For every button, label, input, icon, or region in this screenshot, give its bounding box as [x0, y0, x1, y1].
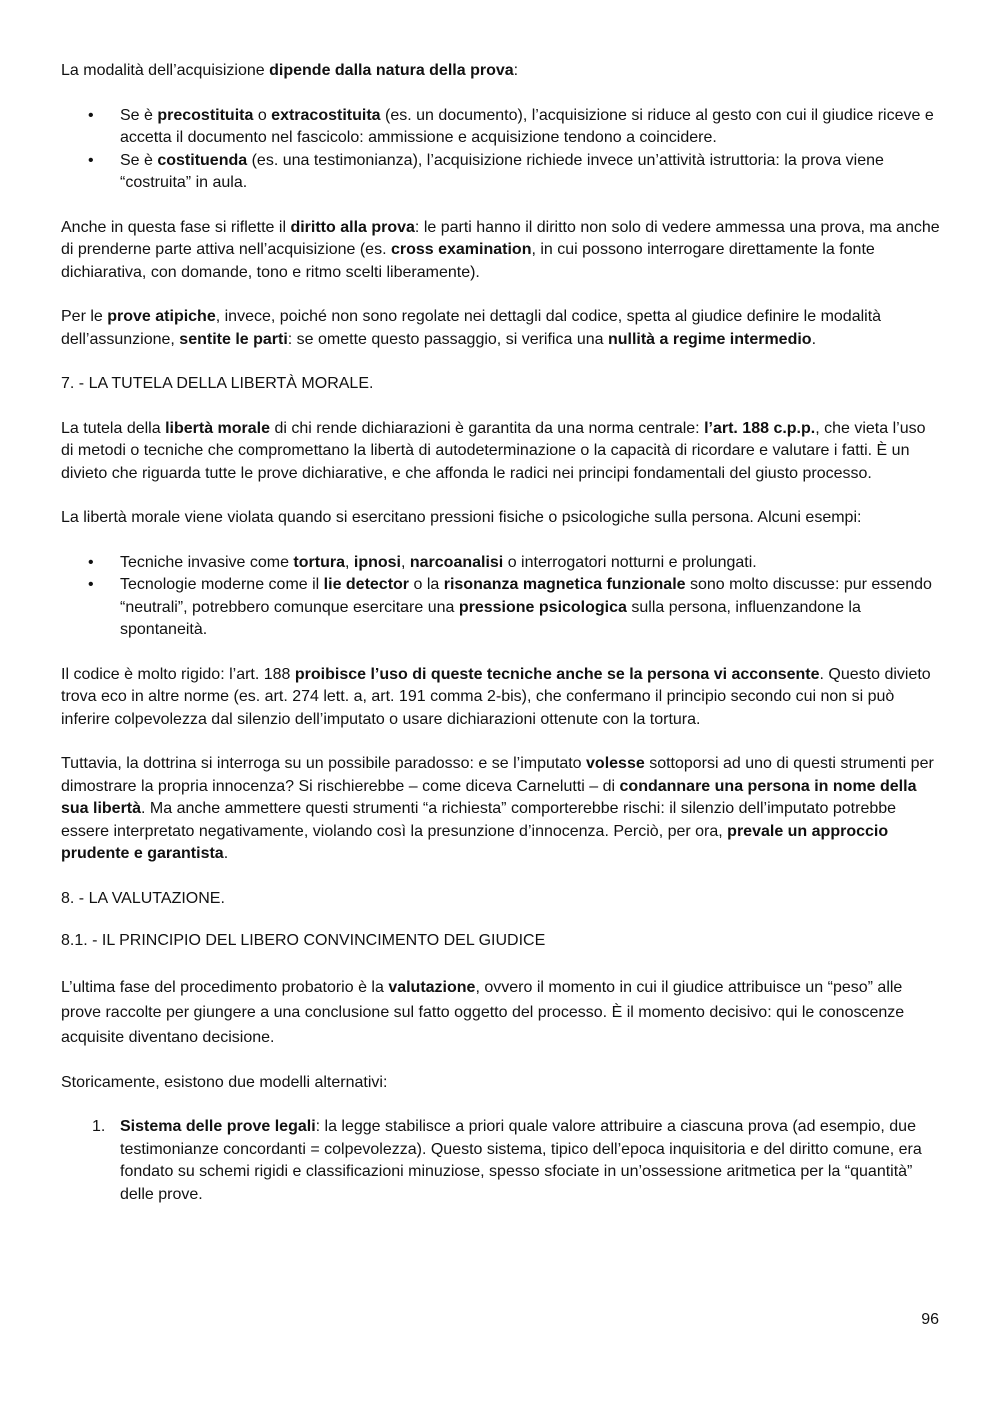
paradosso-paragraph: Tuttavia, la dottrina si interroga su un possibile paradosso: e se l’imputato volesse sottoporsi ad uno di questi strumenti per dimostrare la propria innocenza? Si rischierebbe – come diceva Carnelutti – di condannare una persona in nome della sua libertà. Ma anche ammettere questi strumenti “a richiesta” comporterebbe rischi: il silenzio dell’imputato potrebbe essere interpretato negativamente, violando così la presunzione d’innocenza. Perciò, per ora, prevale un approccio prudente e garantista.	[61, 755, 934, 862]
list-item: • Se è costituenda (es. una testimonianza), l’acquisizione richiede invece un’attività istruttoria: la prova viene “costruita” in aula.	[61, 150, 941, 195]
list-number: 1.	[92, 1118, 106, 1135]
intro-paragraph: La modalità dell’acquisizione dipende dalla natura della prova:	[61, 62, 519, 79]
models-numbered-list	[61, 1116, 941, 1206]
tutela-paragraph: La tutela della libertà morale di chi rende dichiarazioni è garantita da una norma centrale: l’art. 188 c.p.p., che vieta l’uso di metodi o tecniche che compromettano la libertà di autodeterminazione o la capacità di ricordare e valutare i fatti. È un divieto che riguarda tutte le prove dichiarative, e che affonda le radici nei principi fondamentali del giusto processo.	[61, 419, 926, 482]
list-item: • Tecniche invasive come tortura, ipnosi, narcoanalisi o interrogatori notturni e prolungati.	[61, 552, 941, 575]
list-item: • Se è precostituita o extracostituita (es. un documento), l’acquisizione si riduce al gesto con cui il giudice riceve e accetta il documento nel fascicolo: ammissione e acquisizione tendono a coincidere.	[61, 105, 941, 150]
prove-atipiche-paragraph: Per le prove atipiche, invece, poiché non sono regolate nei dettagli dal codice, spetta al giudice definire le modalità dell’assunzione, sentite le parti: se omette questo passaggio, si verifica una nullità a regime intermedio.	[61, 308, 882, 348]
storicamente-paragraph: Storicamente, esistono due modelli alternativi:	[61, 1073, 388, 1091]
document-page	[61, 60, 941, 1206]
section-heading-8: 8. - LA VALUTAZIONE.	[61, 889, 225, 907]
page-number: 96	[921, 1311, 939, 1328]
section-heading-8-1: 8.1. - IL PRINCIPIO DEL LIBERO CONVINCIMENTO DEL GIUDICE	[61, 932, 546, 949]
section-heading-7: 7. - LA TUTELA DELLA LIBERTÀ MORALE.	[61, 375, 374, 392]
list-item: 1. Sistema delle prove legali: la legge stabilisce a priori quale valore attribuire a ciascuna prova (ad esempio, due testimonianze concordanti = colpevolezza). Questo sistema, tipico dell’epoca inquisitoria e del diritto comune, era fondato su schemi rigidi e classificazioni minuziose, spesso sfociate in un’ossessione aritmetica per la “quantità” delle prove.	[92, 1118, 922, 1203]
techniques-bullet-list	[61, 552, 941, 642]
diritto-prova-paragraph: Anche in questa fase si riflette il diritto alla prova: le parti hanno il diritto non solo di vedere ammessa una prova, ma anche di prenderne parte attiva nell’acquisizione (es. cross examination, in cui possono interrogare direttamente la fonte dichiarativa, con domande, tono e ritmo scelti liberamente).	[61, 218, 940, 281]
list-item: • Tecnologie moderne come il lie detector o la risonanza magnetica funzionale sono molto discusse: pur essendo “neutrali”, potrebbero comunque esercitare una pressione psicologica sulla persona, influenzandone la spontaneità.	[61, 574, 941, 642]
acquisition-bullet-list	[61, 105, 941, 195]
codice-rigido-paragraph: Il codice è molto rigido: l’art. 188 proibisce l’uso di queste tecniche anche se la persona vi acconsente. Questo divieto trova eco in altre norme (es. art. 274 lett. a, art. 191 comma 2-bis), che confermano il principio secondo cui non si può inferire colpevolezza dal silenzio dell’imputato o usare dichiarazioni ottenute con la tortura.	[61, 665, 931, 728]
valutazione-paragraph: L’ultima fase del procedimento probatorio è la valutazione, ovvero il momento in cui il giudice attribuisce un “peso” alle prove raccolte per giungere a una conclusione sul fatto oggetto del processo. È il momento decisivo: qui le conoscenze acquisite diventano decisione.	[61, 978, 905, 1046]
liberta-violata-paragraph: La libertà morale viene violata quando si esercitano pressioni fisiche o psicologiche sulla persona. Alcuni esempi:	[61, 509, 862, 526]
